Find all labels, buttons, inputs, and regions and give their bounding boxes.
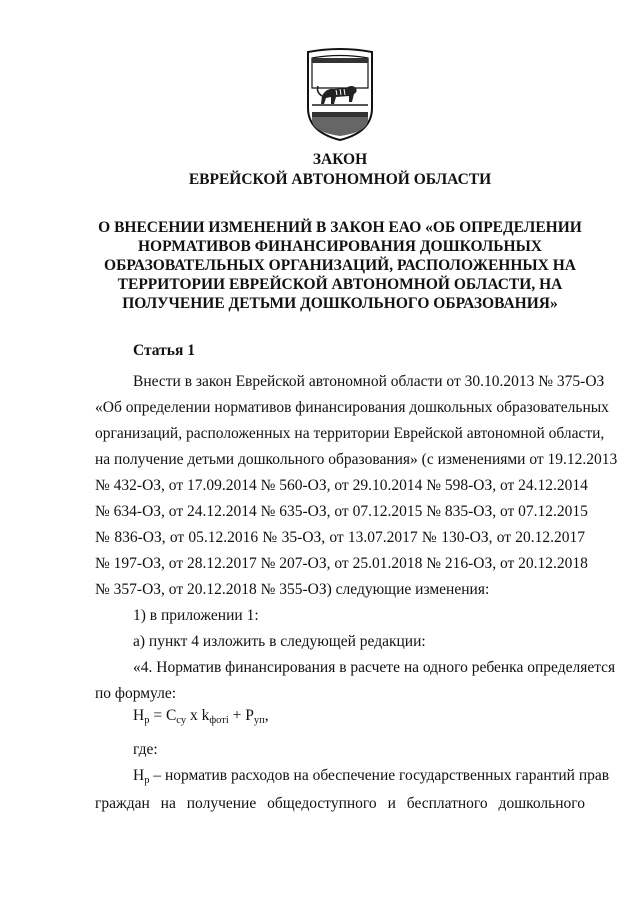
region-title: ЕВРЕЙСКОЙ АВТОНОМНОЙ ОБЛАСТИ	[188, 171, 492, 188]
law-title-line: ПОЛУЧЕНИЕ ДЕТЬМИ ДОШКОЛЬНОГО ОБРАЗОВАНИЯ»	[122, 295, 558, 312]
formula	[133, 707, 269, 725]
formula-subscript: су	[176, 715, 187, 726]
text-line: по формуле:	[95, 685, 177, 702]
text-line: № 836-ОЗ, от 05.12.2016 № 35-ОЗ, от 13.07.2017 № 130-ОЗ, от 20.12.2017	[95, 529, 585, 546]
law-label: ЗАКОН	[312, 151, 368, 168]
text-line: на получение детьми дошкольного образования» (с изменениями от 19.12.2013	[95, 451, 618, 468]
text-line: Внести в закон Еврейской автономной области от 30.10.2013 № 375-ОЗ	[133, 373, 605, 390]
formula-subscript: р	[144, 775, 150, 786]
where-label: где:	[133, 741, 158, 758]
formula-subscript: фоті	[209, 715, 229, 726]
text-line: № 197-ОЗ, от 28.12.2017 № 207-ОЗ, от 25.01.2018 № 216-ОЗ, от 20.12.2018	[95, 555, 588, 572]
formula-term: Н	[133, 767, 145, 784]
article-intro	[95, 369, 618, 603]
formula-subscript: р	[144, 715, 150, 726]
formula-term: = С	[149, 707, 177, 724]
law-title-line: ТЕРРИТОРИИ ЕВРЕЙСКОЙ АВТОНОМНОЙ ОБЛАСТИ, НА	[117, 276, 563, 293]
coat-of-arms-icon	[300, 48, 380, 142]
text-line: «4. Норматив финансирования в расчете на одного ребенка определяется	[133, 659, 616, 676]
item-a: а) пункт 4 изложить в следующей редакции:	[133, 633, 426, 650]
text-line: № 432-ОЗ, от 17.09.2014 № 560-ОЗ, от 29.10.2014 № 598-ОЗ, от 24.12.2014	[95, 477, 588, 494]
law-title	[95, 218, 585, 313]
formula-term: + Р	[228, 707, 254, 724]
definition-text: – норматив расходов на обеспечение государственных гарантий прав	[149, 767, 610, 784]
formula-term: х k	[186, 707, 210, 724]
definition	[95, 763, 610, 817]
law-title-line: ОБРАЗОВАТЕЛЬНЫХ ОРГАНИЗАЦИЙ, РАСПОЛОЖЕННЫХ НА	[104, 257, 576, 274]
text-line: организаций, расположенных на территории Еврейской автономной области,	[95, 425, 605, 442]
point-4	[95, 655, 616, 707]
law-title-line: О ВНЕСЕНИИ ИЗМЕНЕНИЙ В ЗАКОН ЕАО «ОБ ОПРЕДЕЛЕНИИ	[98, 219, 582, 236]
text-line: № 634-ОЗ, от 24.12.2014 № 635-ОЗ, от 07.12.2015 № 835-ОЗ, от 07.12.2015	[95, 503, 588, 520]
law-title-line: НОРМАТИВОВ ФИНАНСИРОВАНИЯ ДОШКОЛЬНЫХ	[138, 238, 542, 255]
text-line: № 357-ОЗ, от 20.12.2018 № 355-ОЗ) следующие изменения:	[95, 581, 490, 598]
text-line: граждан на получение общедоступного и бесплатного дошкольного	[95, 795, 585, 812]
formula-subscript: уп	[253, 715, 265, 726]
article-heading: Статья 1	[133, 342, 195, 359]
text-line: «Об определении нормативов финансирования дошкольных образовательных	[95, 399, 609, 416]
formula-term: Н	[133, 707, 145, 724]
text-line	[95, 763, 610, 791]
formula-term: ,	[264, 707, 269, 724]
item-1: 1) в приложении 1:	[133, 607, 259, 624]
